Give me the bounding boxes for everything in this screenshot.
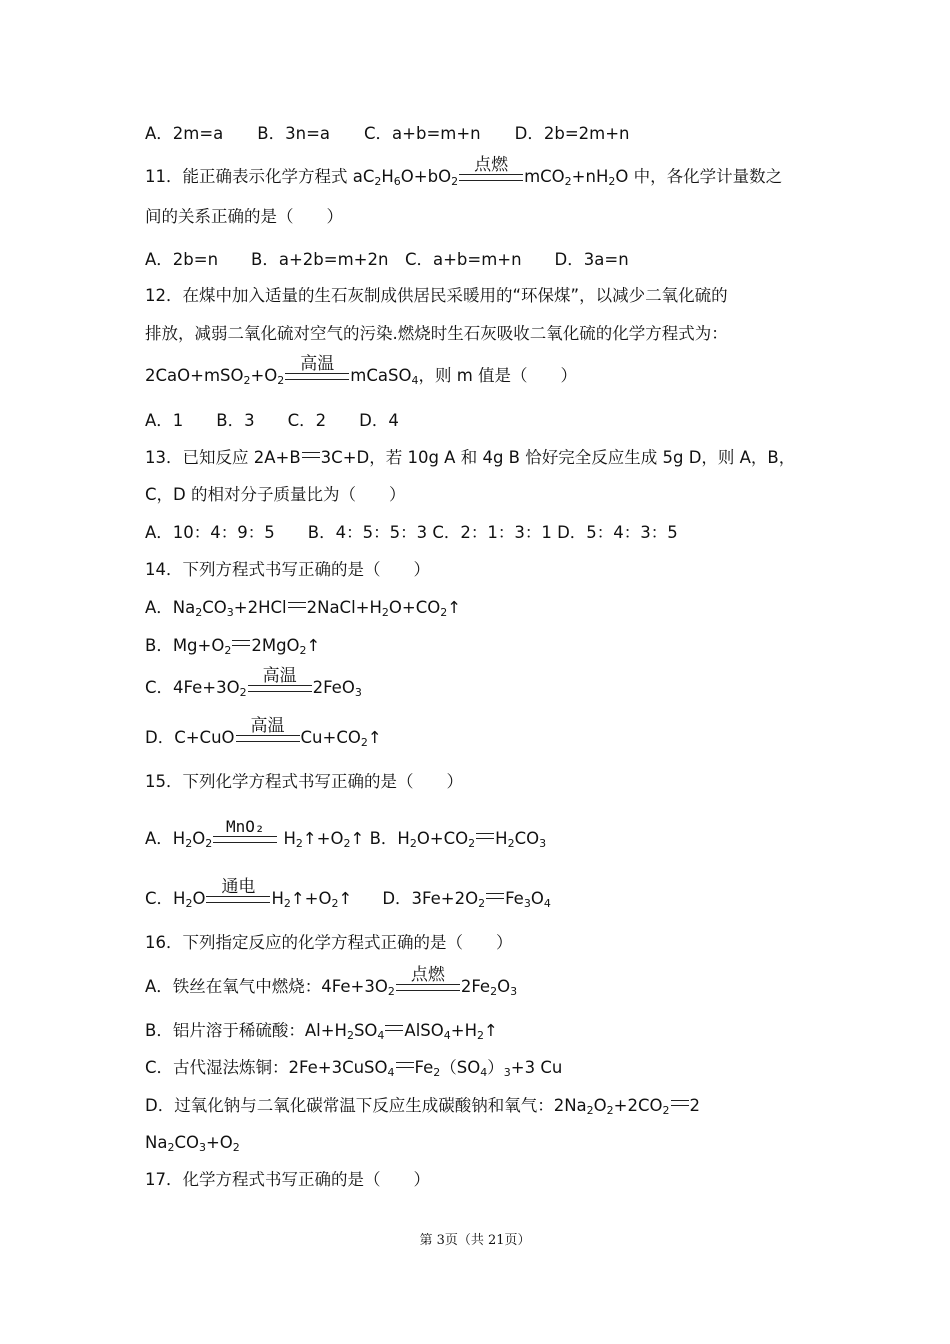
q16-option-d-line2: $Na_2CO_3+O_2$ — [145, 1133, 240, 1154]
q14-option-c: C．$4Fe+3O_2$ 高温 2FeO$_3$ — [145, 666, 362, 699]
q12-equation: $2CaO+mSO_2+O_2$ 高温 mCaSO$_4$，则 m 值是（ ） — [145, 354, 578, 387]
reaction-condition: MnO₂ — [213, 833, 277, 843]
reaction-condition: 高温 — [248, 682, 312, 692]
q16-option-a: A．铁丝在氧气中燃烧：$4Fe+3O_2$ 点燃 $2Fe_2O_3$ — [145, 965, 518, 998]
q10-option-a: A．2m=a — [145, 124, 224, 143]
q16-option-b: B．铝片溶于稀硫酸：$Al+H_2SO_4$ $AlSO_4+H_2↑$ — [145, 1021, 498, 1042]
q15-stem: 15．下列化学方程式书写正确的是（ ） — [145, 772, 463, 791]
reaction-condition: 高温 — [236, 732, 300, 742]
q16-option-d-line1: D．过氧化钠与二氧化碳常温下反应生成碳酸钠和氧气：$2Na_2O_2+2CO_2$ 2 — [145, 1096, 701, 1117]
page-number-footer: 第 3页（共 21页） — [419, 1233, 531, 1248]
q11-stem-line2: 间的关系正确的是（ ） — [145, 207, 343, 226]
q16-option-c: C．古代湿法炼铜：2Fe+3CuSO$_4$ $Fe_2(SO_4)_3+3$ Cu — [145, 1058, 563, 1079]
q14-option-b: B．$Mg+O_2$ 2MgO$_2$↑ — [145, 636, 321, 657]
q16-stem: 16．下列指定反应的化学方程式正确的是（ ） — [145, 933, 513, 952]
q11-stem-line1: 11．能正确表示化学方程式 $aC_2H_6O+bO_2$ 点燃 $mCO_2+nH_2O$ 中，各化学计量数之 — [145, 155, 783, 188]
q11-options: A．2b=n B．a+2b=m+2n C．a+b=m+n D．3a=n — [145, 250, 629, 269]
reaction-condition: 高温 — [285, 370, 349, 380]
q12-stem-line2: 排放，减弱二氧化硫对空气的污染.燃烧时生石灰吸收二氧化硫的化学方程式为： — [145, 324, 728, 343]
q14-option-d: D．C+CuO 高温 $Cu+CO_2↑$ — [145, 716, 382, 749]
q13-stem-line1: 13．已知反应 2A+B 3C+D，若 10g A 和 4g B 恰好完全反应生成 5g D，则 A，B， — [145, 448, 796, 467]
q13-options: A．10：4：9：5 B．4：5：5：3 C．2：1：3：1 D．5：4：3：5 — [145, 523, 678, 542]
q10-option-d: D．2b=2m+n — [514, 124, 630, 143]
reaction-condition: 通电 — [206, 893, 270, 903]
q12-stem-line1: 12．在煤中加入适量的生石灰制成供居民采暖用的“环保煤”，以减少二氧化硫的 — [145, 286, 728, 305]
q10-option-c: C．a+b=m+n — [364, 124, 481, 143]
q15-options-cd: C．$H_2O$ 通电 $H_2↑+O_2↑$ D．$3Fe+2O_2$ $Fe_3O_4$ — [145, 877, 551, 910]
reaction-condition: 点燃 — [459, 171, 523, 181]
q10-option-b: B．3n=a — [257, 124, 331, 143]
q10-options — [145, 123, 630, 145]
q17-stem: 17．化学方程式书写正确的是（ ） — [145, 1170, 430, 1189]
q14-option-a: A．$Na_2CO_3+2HCl$ $2NaCl+H_2O+CO_2↑$ — [145, 598, 462, 619]
q12-options: A．1 B．3 C．2 D．4 — [145, 411, 399, 430]
equals-sign — [302, 452, 320, 458]
reaction-condition: 点燃 — [396, 981, 460, 991]
q14-stem: 14．下列方程式书写正确的是（ ） — [145, 560, 430, 579]
q15-options-ab: A．$H_2O_2$ MnO₂ $H_2↑+O_2↑$ B．$H_2O+CO_2$ $H_2CO_3$ — [145, 817, 547, 850]
q13-stem-line2: C，D 的相对分子质量比为（ ） — [145, 485, 406, 504]
